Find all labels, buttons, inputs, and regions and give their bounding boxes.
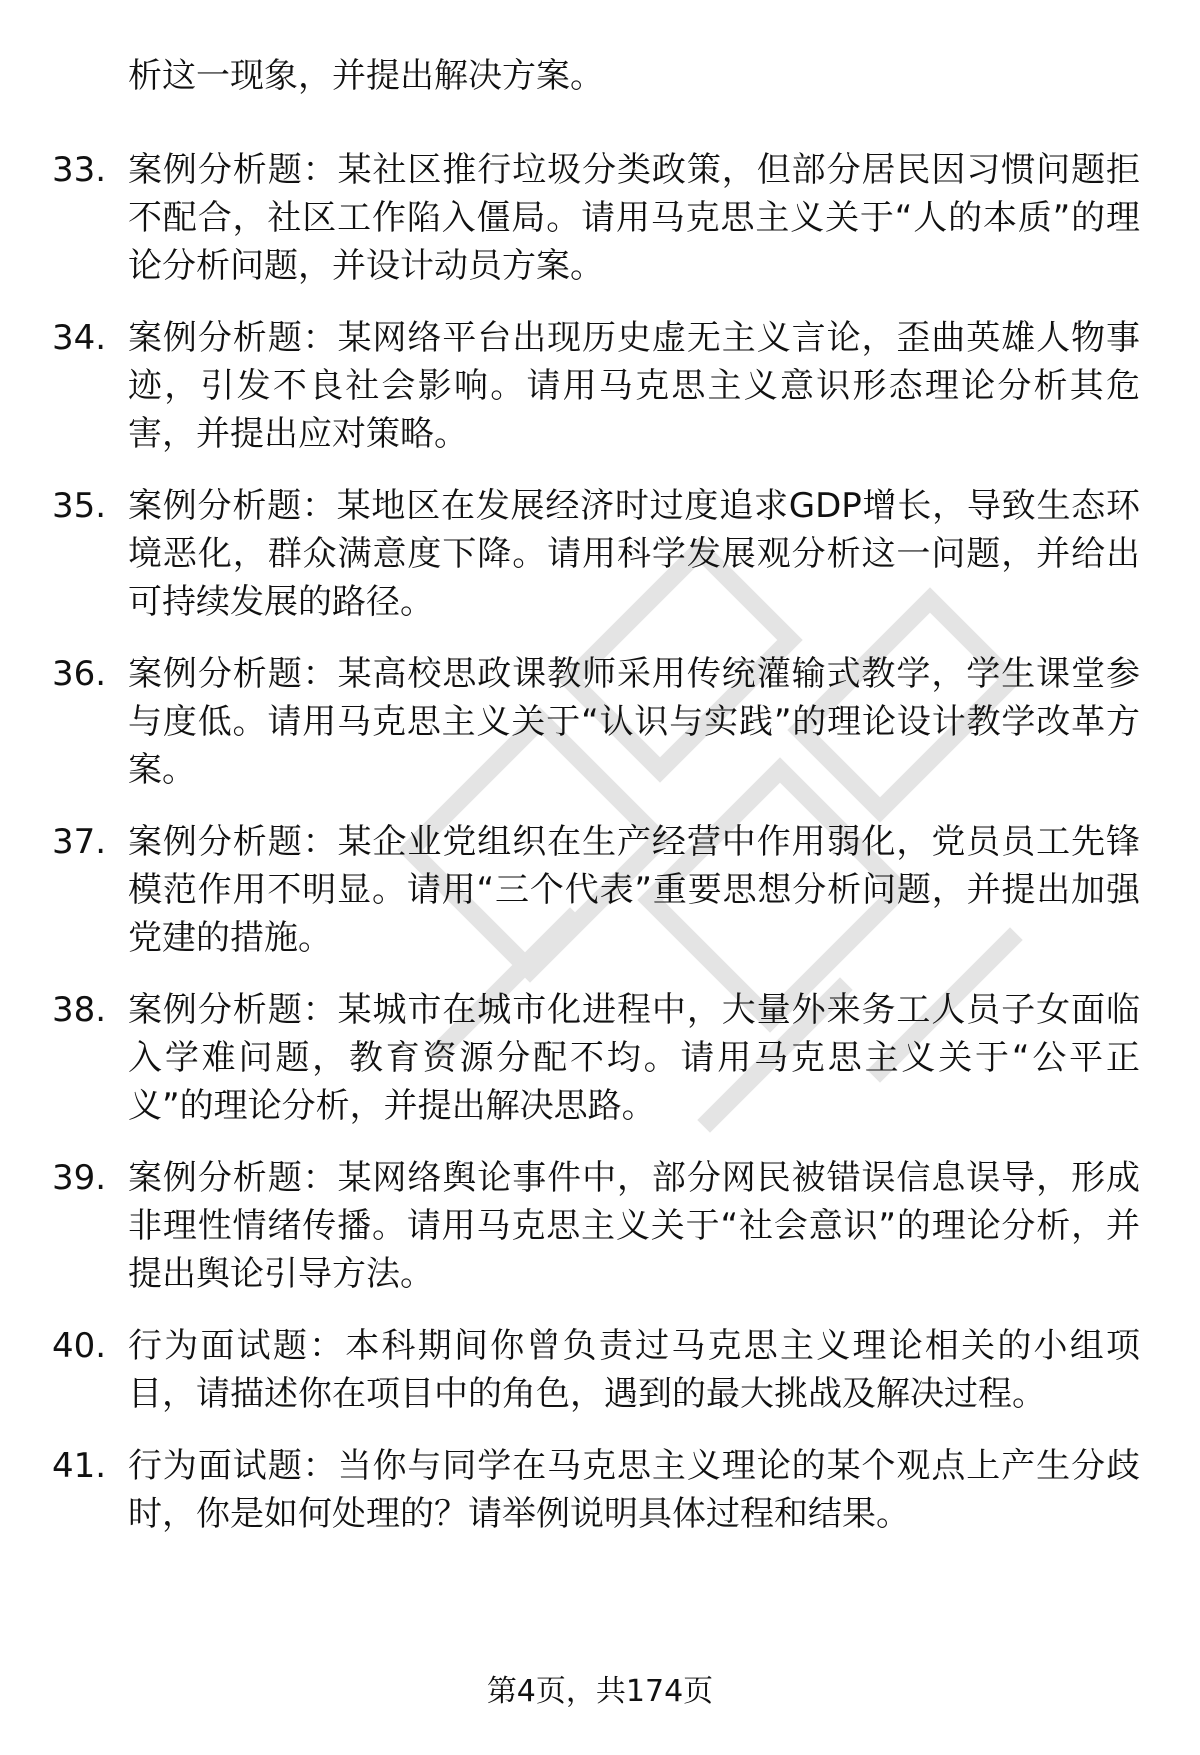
page-footer: 第4页，共174页 — [486, 1674, 714, 1709]
question-number: 34. — [52, 318, 107, 358]
question-text: 案例分析题：某高校思政课教师采用传统灌输式教学，学生课堂参与度低。请用马克思主义关于“认识与实践”的理论设计教学改革方案。 — [128, 654, 1140, 790]
list-item — [52, 314, 1142, 458]
question-number: 38. — [52, 990, 107, 1030]
question-number: 37. — [52, 822, 107, 862]
list-item — [52, 1442, 1142, 1538]
list-item — [52, 146, 1142, 290]
question-number: 36. — [52, 654, 107, 694]
question-text: 案例分析题：某地区在发展经济时过度追求GDP增长，导致生态环境恶化，群众满意度下降。请用科学发展观分析这一问题，并给出可持续发展的路径。 — [128, 486, 1140, 622]
list-item — [52, 986, 1142, 1130]
continued-text: 析这一现象，并提出解决方案。 — [128, 56, 604, 96]
question-text: 案例分析题：某城市在城市化进程中，大量外来务工人员子女面临入学难问题，教育资源分配不均。请用马克思主义关于“公平正义”的理论分析，并提出解决思路。 — [128, 990, 1140, 1126]
question-number: 35. — [52, 486, 107, 526]
question-text: 案例分析题：某网络平台出现历史虚无主义言论，歪曲英雄人物事迹，引发不良社会影响。请用马克思主义意识形态理论分析其危害，并提出应对策略。 — [128, 318, 1140, 454]
question-text: 行为面试题：当你与同学在马克思主义理论的某个观点上产生分歧时，你是如何处理的？请举例说明具体过程和结果。 — [128, 1446, 1140, 1534]
list-item — [52, 818, 1142, 962]
list-item — [52, 482, 1142, 626]
question-number: 41. — [52, 1446, 107, 1486]
question-number: 39. — [52, 1158, 107, 1198]
question-number: 40. — [52, 1326, 107, 1366]
question-text: 案例分析题：某社区推行垃圾分类政策，但部分居民因习惯问题拒不配合，社区工作陷入僵局。请用马克思主义关于“人的本质”的理论分析问题，并设计动员方案。 — [128, 150, 1140, 286]
list-item — [52, 1154, 1142, 1298]
question-number: 33. — [52, 150, 107, 190]
question-list — [52, 146, 1142, 1562]
question-text: 案例分析题：某网络舆论事件中，部分网民被错误信息误导，形成非理性情绪传播。请用马克思主义关于“社会意识”的理论分析，并提出舆论引导方法。 — [128, 1158, 1140, 1294]
question-text: 行为面试题：本科期间你曾负责过马克思主义理论相关的小组项目，请描述你在项目中的角色，遇到的最大挑战及解决过程。 — [128, 1326, 1140, 1414]
list-item — [52, 650, 1142, 794]
question-text: 案例分析题：某企业党组织在生产经营中作用弱化，党员员工先锋模范作用不明显。请用“三个代表”重要思想分析问题，并提出加强党建的措施。 — [128, 822, 1140, 958]
list-item — [52, 1322, 1142, 1418]
